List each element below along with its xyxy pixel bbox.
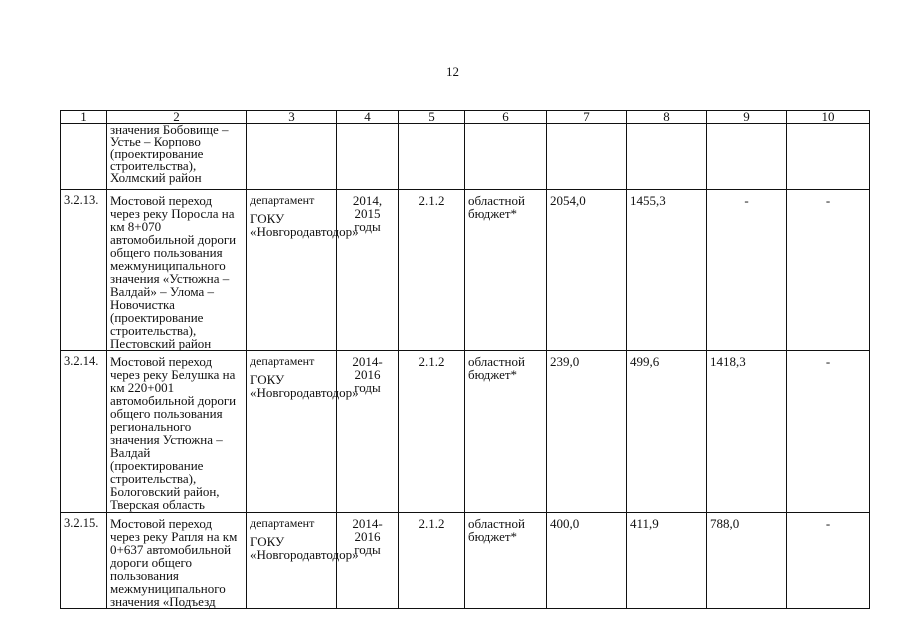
- column-header: 4: [337, 111, 399, 124]
- department-label: департамент: [250, 354, 315, 368]
- value-col-7: [547, 124, 627, 190]
- column-header: 5: [399, 111, 465, 124]
- code-cell: 2.1.2: [399, 513, 465, 609]
- budget-cell: областной бюджет*: [465, 190, 547, 351]
- value-col-10: -: [787, 190, 870, 351]
- budget-cell: [465, 124, 547, 190]
- column-header: 7: [547, 111, 627, 124]
- budget-cell: областной бюджет*: [465, 513, 547, 609]
- measure-name: значения Бобовище – Устье – Корпово (проектирование строительства), Холмский район: [107, 124, 247, 190]
- code-cell: 2.1.2: [399, 190, 465, 351]
- value-col-8: 499,6: [627, 351, 707, 513]
- value-col-9: [707, 124, 787, 190]
- value-col-10: -: [787, 513, 870, 609]
- value-col-10: [787, 124, 870, 190]
- code-cell: [399, 124, 465, 190]
- column-header: 2: [107, 111, 247, 124]
- column-header: 1: [61, 111, 107, 124]
- value-col-9: -: [707, 190, 787, 351]
- column-header: 8: [627, 111, 707, 124]
- department-cell: [247, 124, 337, 190]
- column-header: 9: [707, 111, 787, 124]
- executor-label: ГОКУ «Новгородавтодор»: [250, 211, 359, 239]
- row-number: 3.2.14.: [61, 351, 107, 513]
- row-number: 3.2.15.: [61, 513, 107, 609]
- measure-name: Мостовой переход через реку Белушка на км 220+001 автомобильной дороги общего пользования регионального значения Устюжна – Валдай (проектирование строительства), Бологовский район, Тверская область: [107, 351, 247, 513]
- row-number: 3.2.13.: [61, 190, 107, 351]
- value-col-7: 239,0: [547, 351, 627, 513]
- column-header: 3: [247, 111, 337, 124]
- column-header: 6: [465, 111, 547, 124]
- value-col-8: 1455,3: [627, 190, 707, 351]
- department-label: департамент: [250, 516, 315, 530]
- value-col-9: 1418,3: [707, 351, 787, 513]
- department-cell: [247, 190, 359, 351]
- value-col-8: 411,9: [627, 513, 707, 609]
- department-cell: [247, 351, 359, 513]
- column-header: 10: [787, 111, 870, 124]
- table-row: [61, 513, 870, 609]
- budget-cell: областной бюджет*: [465, 351, 547, 513]
- measure-name: Мостовой переход через реку Рапля на км 0+637 автомобильной дороги общего пользования межмуниципального значения «Подъезд: [107, 513, 247, 609]
- page-number: 12: [446, 64, 459, 79]
- row-number: [61, 124, 107, 190]
- executor-label: ГОКУ «Новгородавтодор»: [250, 372, 359, 400]
- executor-label: ГОКУ «Новгородавтодор»: [250, 534, 359, 562]
- years-cell: [337, 124, 399, 190]
- department-cell: [247, 513, 359, 609]
- table-row: [61, 124, 870, 190]
- program-table: [60, 110, 870, 609]
- code-cell: 2.1.2: [399, 351, 465, 513]
- value-col-7: 400,0: [547, 513, 627, 609]
- department-label: департамент: [250, 193, 315, 207]
- value-col-8: [627, 124, 707, 190]
- years-cell: 2014-2016 годы: [337, 513, 399, 609]
- years-cell: 2014-2016 годы: [337, 351, 399, 513]
- measure-name: Мостовой переход через реку Поросла на км 8+070 автомобильной дороги общего пользования межмуниципального значения «Устюжна – Валдай» – Улома – Новочистка (проектирование строительства), Пестовский район: [107, 190, 247, 351]
- value-col-10: -: [787, 351, 870, 513]
- table-row: [61, 351, 870, 513]
- years-cell: 2014, 2015 годы: [337, 190, 399, 351]
- value-col-7: 2054,0: [547, 190, 627, 351]
- table-row: [61, 190, 870, 351]
- value-col-9: 788,0: [707, 513, 787, 609]
